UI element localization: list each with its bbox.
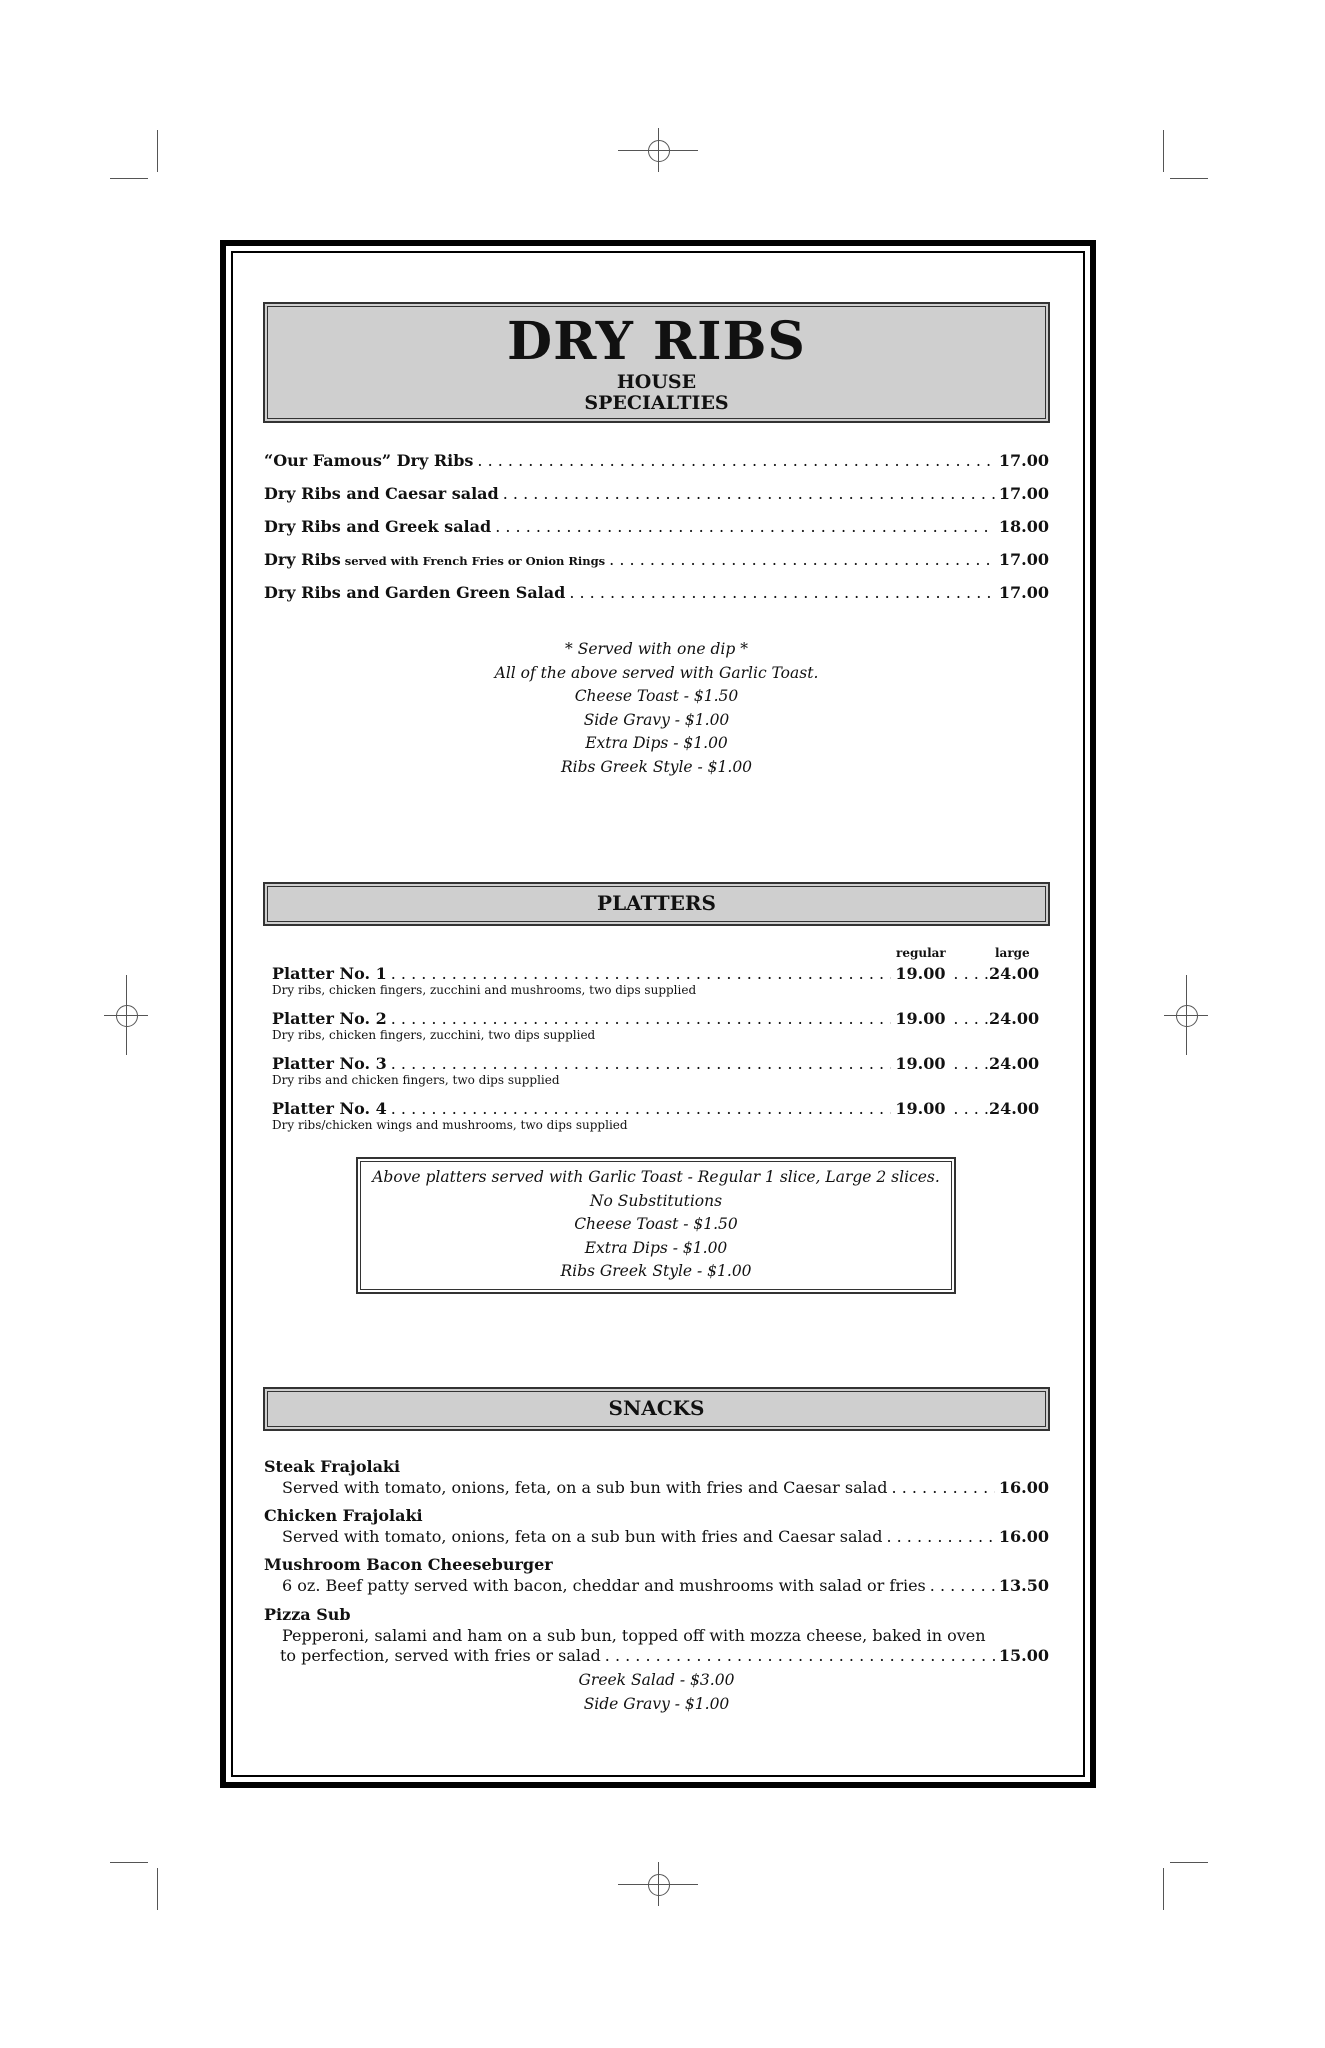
registration-line	[1186, 975, 1187, 1055]
menu-item	[264, 517, 1049, 536]
leader-dots	[391, 1009, 892, 1028]
page-title: DRY RIBS	[507, 311, 806, 372]
platters-notes-box	[356, 1157, 956, 1294]
item-price: 18.00	[998, 517, 1049, 536]
note-line: Side Gravy - $1.00	[583, 710, 730, 729]
platter-name: Platter No. 3	[272, 1054, 387, 1073]
platter-item	[272, 1099, 1039, 1132]
regular-price: 19.00	[895, 1009, 946, 1028]
large-price: 24.00	[989, 1054, 1040, 1073]
snack-item	[264, 1505, 1049, 1547]
regular-price: 19.00	[895, 1099, 946, 1118]
leader-dots	[391, 1099, 892, 1118]
leader-dots: . . . .	[953, 1099, 989, 1118]
platter-item	[272, 1054, 1039, 1087]
snack-description: Served with tomato, onions, feta, on a sub bun with fries and Caesar salad	[282, 1478, 888, 1497]
platter-item	[272, 964, 1039, 997]
platter-item	[272, 1009, 1039, 1042]
item-price: 17.00	[998, 484, 1049, 503]
registration-mark-left	[116, 1005, 138, 1027]
note-line: Ribs Greek Style - $1.00	[560, 757, 753, 776]
item-name: Dry Ribs and Caesar salad	[264, 484, 499, 503]
note-line: Cheese Toast - $1.50	[574, 687, 739, 705]
leader-dots	[609, 550, 995, 569]
crop-mark	[1170, 178, 1208, 179]
large-price: 24.00	[989, 1099, 1040, 1118]
platter-description: Dry ribs/chicken wings and mushrooms, two dips supplied	[272, 1118, 628, 1132]
snack-price: 16.00	[998, 1478, 1049, 1497]
item-name: Dry Ribs	[264, 550, 341, 569]
snack-name: Mushroom Bacon Cheeseburger	[264, 1555, 553, 1574]
crop-mark	[157, 1868, 158, 1910]
item-price: 17.00	[998, 451, 1049, 470]
snack-description: Pepperoni, salami and ham on a sub bun, topped off with mozza cheese, baked in oven	[282, 1626, 986, 1645]
leader-dots	[391, 964, 892, 983]
leader-dots	[495, 517, 995, 536]
registration-mark-bottom	[648, 1874, 670, 1896]
platter-name: Platter No. 4	[272, 1099, 387, 1118]
menu-item	[264, 451, 1049, 470]
leader-dots: . . . .	[953, 964, 989, 983]
leader-dots	[569, 583, 995, 602]
column-header-regular: regular	[896, 946, 946, 960]
item-name: “Our Famous” Dry Ribs	[264, 451, 474, 470]
note-line: Above platters served with Garlic Toast - Regular 1 slice, Large 2 slices.	[372, 1168, 940, 1186]
item-price: 17.00	[998, 583, 1049, 602]
snacks-notes	[263, 1669, 1050, 1716]
snack-name: Steak Frajolaki	[264, 1457, 401, 1476]
banner-subtitle: HOUSE	[616, 371, 697, 393]
crop-mark	[157, 130, 158, 172]
leader-dots: . . . .	[953, 1054, 989, 1073]
regular-price: 19.00	[895, 1054, 946, 1073]
leader-dots	[477, 451, 995, 470]
regular-price: 19.00	[895, 964, 946, 983]
menu-item	[264, 583, 1049, 602]
platter-description: Dry ribs and chicken fingers, two dips supplied	[272, 1073, 560, 1087]
crop-mark	[1170, 1862, 1208, 1863]
note-line: No Substitutions	[589, 1191, 723, 1210]
note-line: Extra Dips - $1.00	[584, 1238, 728, 1257]
dry-ribs-notes	[263, 638, 1050, 779]
item-price: 17.00	[998, 550, 1049, 569]
large-price: 24.00	[989, 1009, 1040, 1028]
snack-description: Served with tomato, onions, feta on a sub bun with fries and Caesar salad	[282, 1527, 883, 1546]
registration-mark-right	[1176, 1005, 1198, 1027]
menu-item	[264, 484, 1049, 503]
note-line: Side Gravy - $1.00	[583, 1694, 730, 1713]
platters-banner	[263, 882, 1050, 926]
snack-name: Chicken Frajolaki	[264, 1506, 423, 1525]
registration-line	[658, 128, 659, 172]
leader-dots	[391, 1054, 892, 1073]
platter-description: Dry ribs, chicken fingers, zucchini and mushrooms, two dips supplied	[272, 983, 697, 997]
snack-price: 15.00	[998, 1646, 1049, 1665]
note-line: All of the above served with Garlic Toast.	[494, 663, 819, 682]
leader-dots	[605, 1646, 995, 1666]
column-header-large: large	[995, 946, 1030, 960]
leader-dots: . . . .	[953, 1009, 989, 1028]
snack-price: 13.50	[998, 1576, 1049, 1595]
crop-mark	[110, 178, 148, 179]
platter-name: Platter No. 2	[272, 1009, 387, 1028]
snacks-banner	[263, 1387, 1050, 1431]
item-extra: served with French Fries or Onion Rings	[344, 554, 606, 568]
snack-item	[264, 1604, 1049, 1666]
dry-ribs-banner	[263, 302, 1050, 423]
item-name: Dry Ribs and Garden Green Salad	[264, 583, 566, 602]
leader-dots	[930, 1576, 995, 1596]
snack-name: Pizza Sub	[264, 1605, 351, 1624]
crop-mark	[110, 1862, 148, 1863]
banner-subtitle: SPECIALTIES	[584, 392, 729, 414]
crop-mark	[1163, 1868, 1164, 1910]
leader-dots	[503, 484, 995, 503]
note-line: Greek Salad - $3.00	[578, 1671, 735, 1689]
note-line: Cheese Toast - $1.50	[574, 1215, 738, 1233]
registration-line	[126, 975, 127, 1055]
menu-item	[264, 550, 1049, 569]
registration-mark-top	[648, 140, 670, 162]
note-line: Ribs Greek Style - $1.00	[560, 1262, 752, 1280]
note-line: * Served with one dip *	[565, 640, 748, 658]
large-price: 24.00	[989, 964, 1040, 983]
snack-description: to perfection, served with fries or salad	[280, 1646, 601, 1665]
section-title: SNACKS	[608, 1396, 705, 1420]
snack-description: 6 oz. Beef patty served with bacon, cheddar and mushrooms with salad or fries	[282, 1576, 926, 1595]
platter-description: Dry ribs, chicken fingers, zucchini, two dips supplied	[272, 1028, 596, 1042]
leader-dots	[892, 1478, 995, 1498]
item-name: Dry Ribs and Greek salad	[264, 517, 492, 536]
snack-item	[264, 1456, 1049, 1498]
registration-line	[658, 1862, 659, 1906]
crop-mark	[1163, 130, 1164, 172]
note-line: Extra Dips - $1.00	[585, 734, 728, 752]
snack-price: 16.00	[998, 1527, 1049, 1546]
section-title: PLATTERS	[597, 891, 716, 915]
platter-name: Platter No. 1	[272, 964, 387, 983]
leader-dots	[886, 1527, 994, 1547]
snack-item	[264, 1554, 1049, 1596]
